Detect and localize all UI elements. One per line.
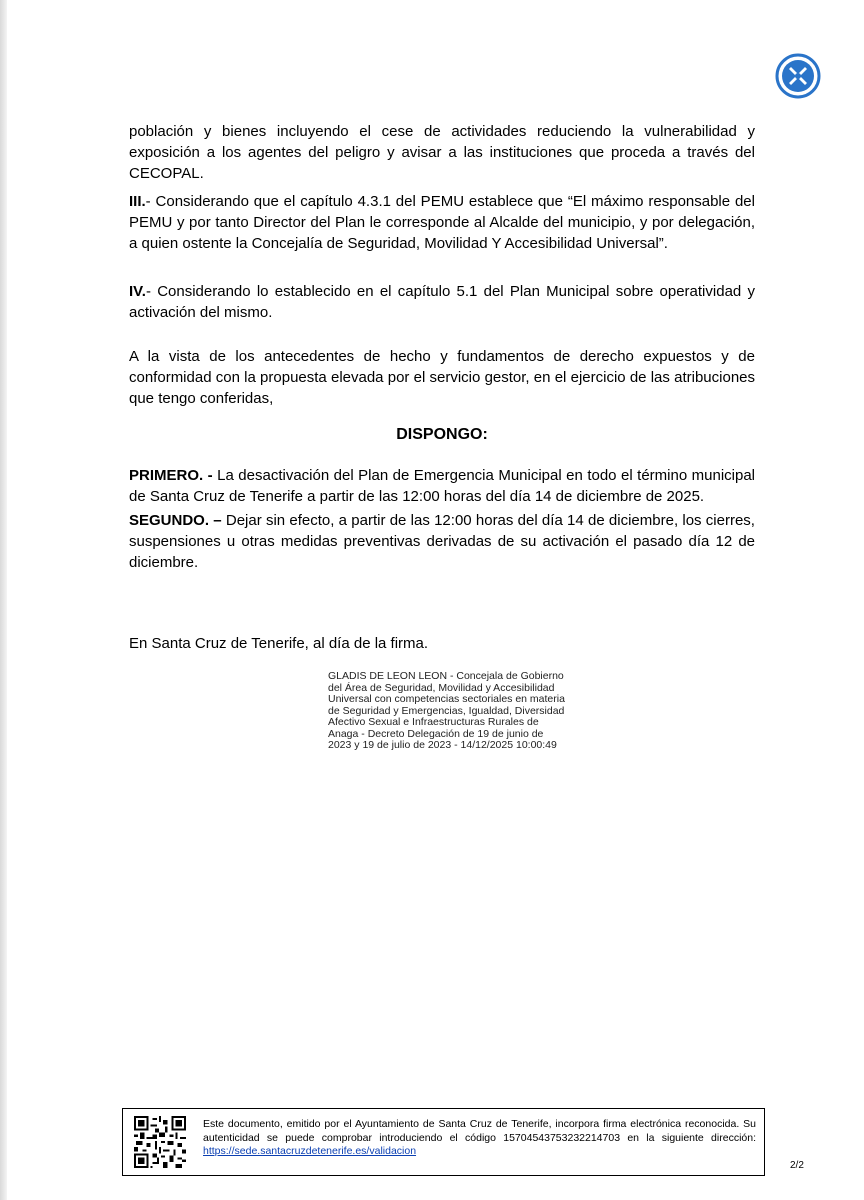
paragraph-iii xyxy=(129,191,755,254)
page-number: 2/2 xyxy=(790,1160,804,1171)
paragraph-primero-text: La desactivación del Plan de Emergencia Municipal en todo el término municipal de Santa Cruz de Tenerife a partir de las 12:00 horas del día 14 de diciembre de 2025. xyxy=(129,467,756,505)
paragraph-iii-text: - Considerando que el capítulo 4.3.1 del PEMU establece que “El máximo responsable del PEMU y por tanto Director del Plan le corresponde al Alcalde del municipio, y por delegación, a quien ostente la Concejalía de Seguridad, Movilidad Y Accesibilidad Universal”. xyxy=(129,193,755,252)
paragraph-iii-label: III. xyxy=(129,193,146,210)
dispongo-heading: DISPONGO: xyxy=(396,426,488,443)
qr-code-icon xyxy=(134,1116,186,1168)
validation-link[interactable]: https://sede.santacruzdetenerife.es/validacion xyxy=(203,1145,417,1157)
paragraph-segundo xyxy=(129,510,755,573)
city-logo-icon xyxy=(775,53,821,99)
validation-description: Este documento, emitido por el Ayuntamiento de Santa Cruz de Tenerife, incorpora firma electrónica reconocida. Su autenticidad se puede comprobar introduciendo el código 15704543753232214703 en la siguiente dirección: xyxy=(203,1118,756,1144)
paragraph-intro xyxy=(129,121,755,184)
paragraph-considerations xyxy=(129,346,755,409)
paragraph-considerations-text: A la vista de los antecedentes de hecho y fundamentos de derecho expuestos y de conformidad con la propuesta elevada por el servicio gestor, en el ejercicio de las atribuciones que tengo conferidas, xyxy=(129,348,755,407)
paragraph-segundo-label: SEGUNDO. – xyxy=(129,512,222,529)
place-date-text: En Santa Cruz de Tenerife, al día de la firma. xyxy=(129,635,429,652)
paragraph-iv-label: IV. xyxy=(129,283,146,300)
paragraph-primero-label: PRIMERO. - xyxy=(129,467,213,484)
validation-text xyxy=(203,1118,756,1159)
validation-footer xyxy=(122,1108,765,1176)
place-date-line xyxy=(129,633,755,654)
paragraph-primero xyxy=(129,465,755,507)
page-edge-shadow xyxy=(0,0,7,1200)
paragraph-iv xyxy=(129,281,755,323)
paragraph-segundo-text: Dejar sin efecto, a partir de las 12:00 horas del día 14 de diciembre, los cierres, suspensiones u otras medidas preventivas derivadas de su activación el pasado día 12 de diciembre. xyxy=(129,512,755,571)
paragraph-iv-text: - Considerando lo establecido en el capítulo 5.1 del Plan Municipal sobre operatividad y activación del mismo. xyxy=(129,283,755,321)
paragraph-intro-text: población y bienes incluyendo el cese de actividades reduciendo la vulnerabilidad y exposición a los agentes del peligro y avisar a las instituciones que proceda a través del CECOPAL. xyxy=(129,123,755,182)
electronic-signature: GLADIS DE LEON LEON - Concejala de Gobierno del Área de Seguridad, Movilidad y Accesibilidad Universal con competencias sectoriales en materia de Seguridad y Emergencias, Igualdad, Diversidad Afectivo Sexual e Infraestructuras Rurales de Anaga - Decreto Delegación de 19 de junio de 2023 y 19 de julio de 2023 - 14/12/2025 10:00:49 xyxy=(328,670,565,751)
